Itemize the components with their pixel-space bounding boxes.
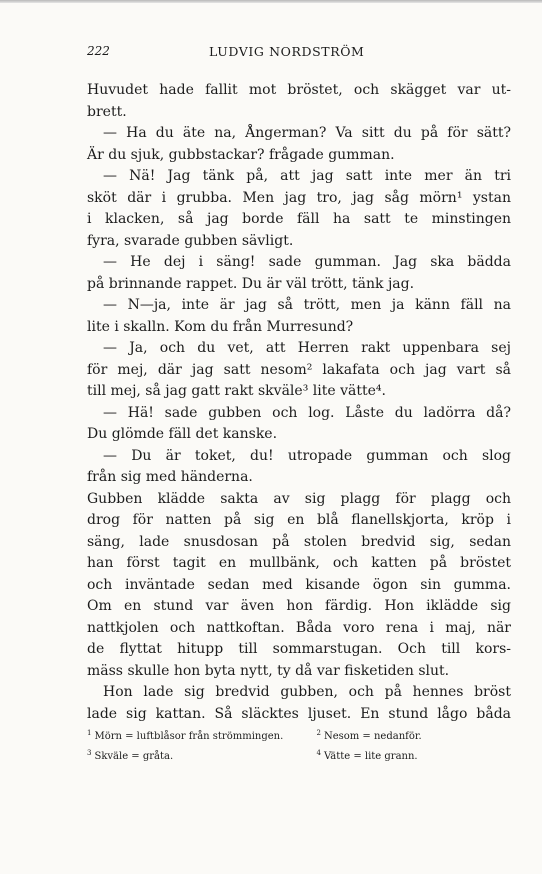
text-line: säng, lade snusdosan på stolen bredvid sig, sedan — [87, 533, 511, 550]
text-line: — Du är toket, du! utropade gumman och slog — [103, 447, 511, 464]
text-line: fyra, svarade gubben sävligt. — [87, 232, 294, 249]
text-line: nattkjolen och nattkoftan. Båda voro rena i maj, när — [87, 619, 511, 636]
page-number: 222 — [87, 44, 110, 58]
footnote-marker: 1 — [87, 729, 92, 737]
text-line: lade sig kattan. Så släcktes ljuset. En stund lågo båda — [87, 705, 511, 722]
text-line: Gubben klädde sakta av sig plagg för plagg och — [87, 490, 511, 507]
footnote-marker: 2 — [316, 729, 321, 737]
scan-top-edge — [0, 0, 542, 3]
text-line: sköt där i grubba. Men jag tro, jag såg mörn¹ ystan — [87, 189, 511, 206]
text-line: — He dej i säng! sade gumman. Jag ska bädda — [103, 254, 511, 270]
text-line: han först tagit en mullbänk, och katten på bröstet — [87, 555, 511, 571]
text-line: för mej, där jag satt nesom² lakafata och jag vart så — [87, 361, 511, 378]
text-line: till mej, så jag gatt rakt skväle³ lite vätte⁴. — [87, 383, 386, 399]
text-line: Är du sjuk, gubbstackar? frågade gumman. — [87, 146, 395, 163]
footnote-marker: 3 — [87, 749, 92, 757]
text-line: mäss skulle hon byta nytt, ty då var fisketiden slut. — [87, 662, 450, 679]
text-line: Om en stund var även hon färdig. Hon iklädde sig — [87, 598, 511, 614]
footnote-marker: 4 — [316, 749, 321, 757]
text-line: från sig med händerna. — [87, 469, 253, 485]
text-line: — Ha du äte na, Ångerman? Va sitt du på för sätt? — [103, 125, 511, 141]
text-line: — Nä! Jag tänk på, att jag satt inte mer än tri — [103, 168, 511, 184]
footnote-text: Mörn = luftblåsor från strömmingen. — [94, 731, 284, 742]
text-line: på brinnande rappet. Du är väl trött, tänk jag. — [87, 275, 415, 292]
body-text — [87, 80, 511, 725]
text-line: — Ja, och du vet, att Herren rakt uppenbara sej — [103, 340, 511, 356]
text-line: — Hä! sade gubben och log. Låste du ladörra då? — [103, 404, 511, 421]
text-line: och inväntade sedan med kisande ögon sin gumma. — [87, 576, 511, 593]
text-line: Du glömde fäll det kanske. — [87, 426, 278, 442]
footnote-line — [87, 745, 511, 765]
footnote-text: Skväle = gråta. — [94, 751, 174, 762]
footnote-line — [87, 725, 511, 745]
text-line: drog för natten på sig en blå flanellskjorta, kröp i — [87, 512, 511, 528]
text-line: Hon lade sig bredvid gubben, och på hennes bröst — [103, 684, 511, 700]
text-line: — N—ja, inte är jag så trött, men ja känn fäll na — [103, 297, 511, 313]
running-title: LUDVIG NORDSTRÖM — [209, 44, 365, 59]
page-header — [87, 44, 507, 64]
footnotes — [87, 725, 511, 765]
text-line: lite i skalln. Kom du från Murresund? — [87, 318, 354, 335]
text-line: brett. — [87, 103, 127, 120]
footnote-text: Vätte = lite grann. — [323, 751, 418, 762]
footnote-text: Nesom = nedanför. — [323, 731, 422, 742]
text-line: Huvudet hade fallit mot bröstet, och skägget var ut- — [87, 82, 511, 98]
text-line: de flyttat hitupp till sommarstugan. Och till kors- — [87, 641, 511, 657]
text-line: i klacken, så jag borde fäll ha satt te minstingen — [87, 211, 511, 227]
